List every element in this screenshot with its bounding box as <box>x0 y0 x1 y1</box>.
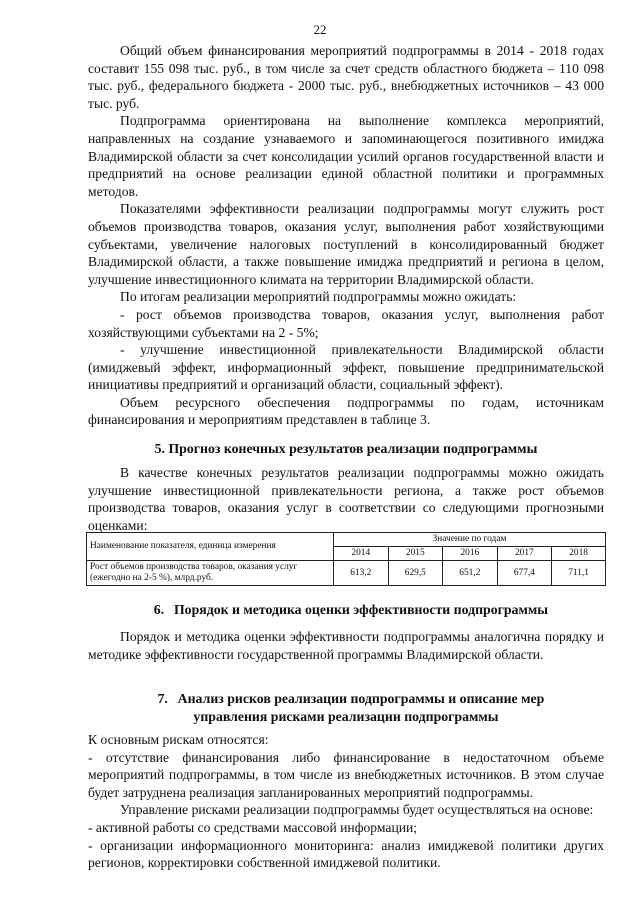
table-year: 2014 <box>334 547 389 561</box>
expected-item: - улучшение инвестиционной привлекательности Владимирской области (имиджевый эффект, информационный эффект, повышение предпринимательской инициативы предприятий и организаций области, социальный эффект). <box>88 342 604 393</box>
table-year: 2018 <box>552 547 606 561</box>
table-cell: 613,2 <box>334 561 389 586</box>
section-6 <box>88 601 604 619</box>
table-cell: 629,5 <box>388 561 443 586</box>
table-row-label: Рост объемов производства товаров, оказания услуг (ежегодно на 2-5 %), млрд.руб. <box>87 561 334 586</box>
risks-lead: К основным рискам относятся: <box>88 732 269 747</box>
expectations-lead: По итогам реализации мероприятий подпрограммы можно ожидать: <box>120 289 517 305</box>
section-6-text: Порядок и методика оценки эффективности подпрограммы аналогична порядку и методике эффективности государственной программы Владимирской области. <box>88 629 604 662</box>
table-row <box>87 561 606 586</box>
table-cell: 651,2 <box>443 561 498 586</box>
section-5-body <box>88 464 604 534</box>
funding-paragraph: Общий объем финансирования мероприятий подпрограммы в 2014 - 2018 годах составит 155 098 тыс. руб., в том числе за счет средств областного бюджета – 110 098 тыс. руб., федерального бюджета - 2000 тыс. руб., внебюджетных источников – 43 000 тыс. руб. <box>88 43 604 111</box>
section-5 <box>88 440 604 458</box>
section-5-text: В качестве конечных результатов реализации подпрограммы можно ожидать улучшение инвестиционной привлекательности региона, а также рост объемов производства товаров, оказания услуг в соответствии со следующими прогнозными оценками: <box>88 465 604 533</box>
intro-block <box>88 42 604 429</box>
section-7 <box>88 690 604 725</box>
table-header-indicator: Наименование показателя, единица измерения <box>87 533 334 561</box>
section-6-number: 6. <box>153 602 165 617</box>
management-item: - организации информационного мониторинга: анализ имиджевой политики других регионов, корректировки собственной имиджевой политики. <box>88 837 604 871</box>
table-cell: 711,1 <box>552 561 606 586</box>
management-lead: Управление рисками реализации подпрограммы будет осуществляться на основе: <box>120 802 594 818</box>
forecast-table <box>86 532 606 586</box>
indicators-paragraph: Показателями эффективности реализации подпрограммы могут служить рост объемов производства товаров, оказания услуг, выполнения работ хозяйствующими субъектами, увеличение налоговых поступлений в консолидированный бюджет Владимирской области, а также повышение имиджа предприятий и региона в целом, улучшение инвестиционного климата на территории Владимирской области. <box>88 201 604 287</box>
section-6-title: Порядок и методика оценки эффективности подпрограммы <box>173 602 549 617</box>
orientation-paragraph: Подпрограмма ориентирована на выполнение комплекса мероприятий, направленных на создание узнаваемого и запоминающегося позитивного имиджа Владимирской области за счет консолидации усилий органов государственной власти и предприятий на основе реализации единой областной политики и программных методов. <box>88 113 604 199</box>
section-7-title-line2: управления рисками реализации подпрограммы <box>193 708 499 724</box>
section-5-heading: 5. Прогноз конечных результатов реализации подпрограммы <box>154 441 538 456</box>
section-6-heading <box>88 601 604 619</box>
table-year: 2016 <box>443 547 498 561</box>
table-header-values: Значение по годам <box>334 533 606 547</box>
section-7-number: 7. <box>157 691 168 706</box>
table-cell: 677,4 <box>497 561 552 586</box>
section-7-heading <box>88 690 604 708</box>
management-item: - активной работы со средствами массовой информации; <box>88 819 418 835</box>
section-6-body <box>88 628 604 663</box>
table-header-row <box>87 533 606 547</box>
page-number: 22 <box>313 22 327 37</box>
section-7-body <box>88 731 604 872</box>
section-7-title-line1: Анализ рисков реализации подпрограммы и описание мер <box>177 691 545 706</box>
resources-paragraph: Объем ресурсного обеспечения подпрограммы по годам, источникам финансирования и мероприятиям представлен в таблице 3. <box>88 394 604 428</box>
risk-item: - отсутствие финансирования либо финансирование в недостаточном объеме мероприятий подпрограммы, в том числе из внебюджетных источников. В этом случае будет затруднена реализация запланированных мероприятий подпрограммы. <box>88 749 604 800</box>
table-year: 2015 <box>388 547 443 561</box>
table-year: 2017 <box>497 547 552 561</box>
expected-item: - рост объемов производства товаров, оказания услуг, выполнения работ хозяйствующими субъектами на 2 - 5%; <box>88 306 604 340</box>
